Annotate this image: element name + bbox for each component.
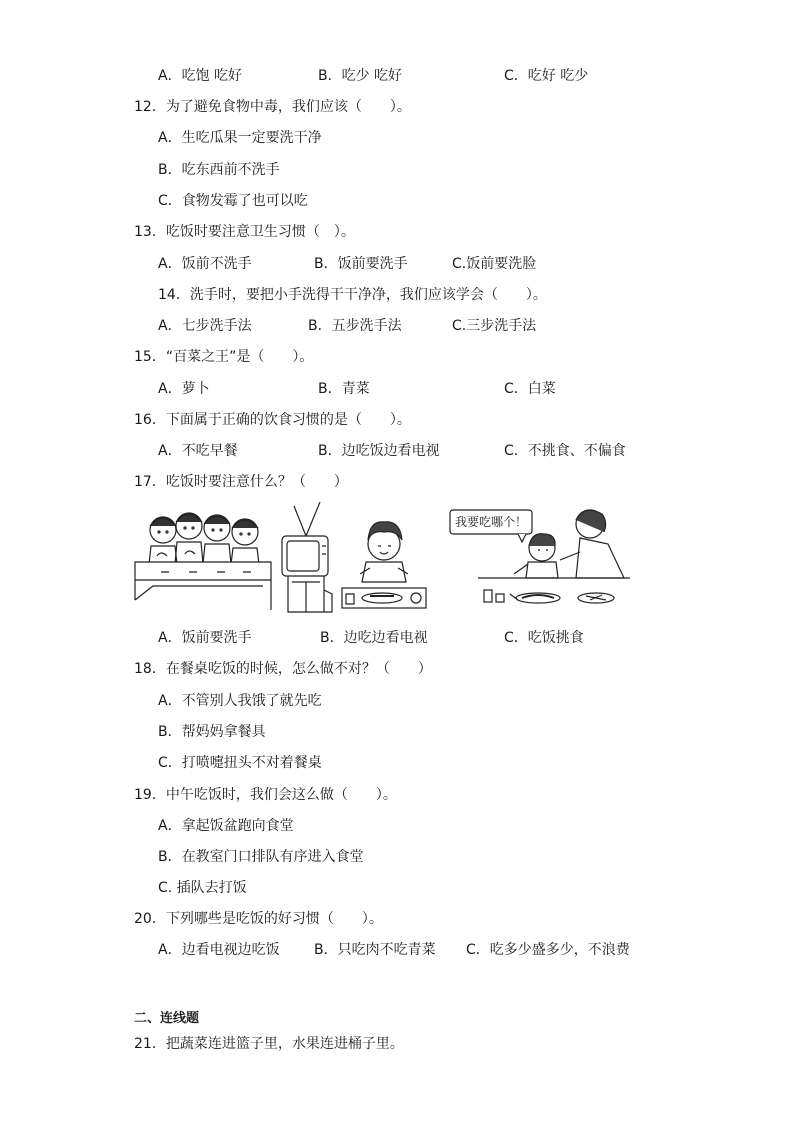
- q14-option-c: C.三步洗手法: [452, 318, 537, 334]
- q14-options: [158, 317, 678, 335]
- q19-option-c: C. 插队去打饭: [158, 880, 247, 896]
- q14-option-b: B．五步洗手法: [308, 318, 402, 334]
- q17-option-b: B．边吃边看电视: [320, 630, 428, 646]
- q19-stem: 19．中午吃饭时，我们会这么做（ ）。: [134, 787, 397, 803]
- q20-option-a: A．边看电视边吃饭: [158, 942, 280, 958]
- q11-options: [158, 67, 678, 85]
- q17-option-a: A．饭前要洗手: [158, 630, 252, 646]
- q16-option-b: B．边吃饭边看电视: [318, 443, 440, 459]
- speech-bubble-text: 我要吃哪个！: [454, 515, 527, 529]
- q16-options: [158, 442, 678, 460]
- handwashing-illustration: [133, 502, 273, 620]
- q12-option-c: C．食物发霉了也可以吃: [158, 193, 308, 209]
- q13-option-c: C.饭前要洗脸: [452, 256, 537, 272]
- q19-option-b: B．在教室门口排队有序进入食堂: [158, 849, 364, 865]
- q16-option-a: A．不吃早餐: [158, 443, 238, 459]
- tv-illustration: [278, 502, 336, 620]
- q18-option-b: B．帮妈妈拿餐具: [158, 724, 266, 740]
- q11-option-c: C．吃好 吃少: [504, 68, 589, 84]
- q21-stem: 21．把蔬菜连进篮子里，水果连进桶子里。: [134, 1036, 404, 1052]
- q12-stem: 12．为了避免食物中毒，我们应该（ ）。: [134, 99, 411, 115]
- q17-option-c: C．吃饭挑食: [504, 630, 584, 646]
- q13-stem: 13．吃饭时要注意卫生习惯（ ）。: [134, 224, 355, 240]
- picky-eater-illustration: [448, 502, 630, 620]
- q15-stem: 15．“百菜之王”是（ ）。: [134, 349, 314, 365]
- q15-options: [158, 380, 678, 398]
- q15-option-c: C．白菜: [504, 381, 556, 397]
- q15-option-b: B．青菜: [318, 381, 370, 397]
- section-title: 二、连线题: [134, 1011, 200, 1026]
- q20-stem: 20．下列哪些是吃饭的好习惯（ ）。: [134, 911, 383, 927]
- q13-option-b: B．饭前要洗手: [314, 256, 408, 272]
- q16-option-c: C．不挑食、不偏食: [504, 443, 626, 459]
- q12-option-a: A．生吃瓜果一定要洗干净: [158, 130, 322, 146]
- q20-option-c: C．吃多少盛多少，不浪费: [466, 942, 630, 958]
- q17-options: [158, 629, 678, 647]
- q14-stem: 14．洗手时，要把小手洗得干干净净，我们应该学会（ ）。: [158, 287, 547, 303]
- q13-option-a: A．饭前不洗手: [158, 256, 252, 272]
- child-eating-illustration: [340, 502, 428, 620]
- q15-option-a: A．萝卜: [158, 381, 210, 397]
- q17-stem: 17．吃饭时要注意什么？（ ）: [134, 474, 348, 490]
- q13-options: [158, 255, 678, 273]
- q20-option-b: B．只吃肉不吃青菜: [314, 942, 436, 958]
- q18-option-a: A．不管别人我饿了就先吃: [158, 693, 322, 709]
- q16-stem: 16．下面属于正确的饮食习惯的是（ ）。: [134, 412, 411, 428]
- q11-option-a: A．吃饱 吃好: [158, 68, 243, 84]
- q20-options: [158, 941, 718, 959]
- q18-stem: 18．在餐桌吃饭的时候，怎么做不对？（ ）: [134, 661, 432, 677]
- q14-option-a: A．七步洗手法: [158, 318, 252, 334]
- q18-option-c: C．打喷嚏扭头不对着餐桌: [158, 755, 322, 771]
- q11-option-b: B．吃少 吃好: [318, 68, 403, 84]
- q12-option-b: B．吃东西前不洗手: [158, 162, 280, 178]
- q19-option-a: A．拿起饭盆跑向食堂: [158, 818, 294, 834]
